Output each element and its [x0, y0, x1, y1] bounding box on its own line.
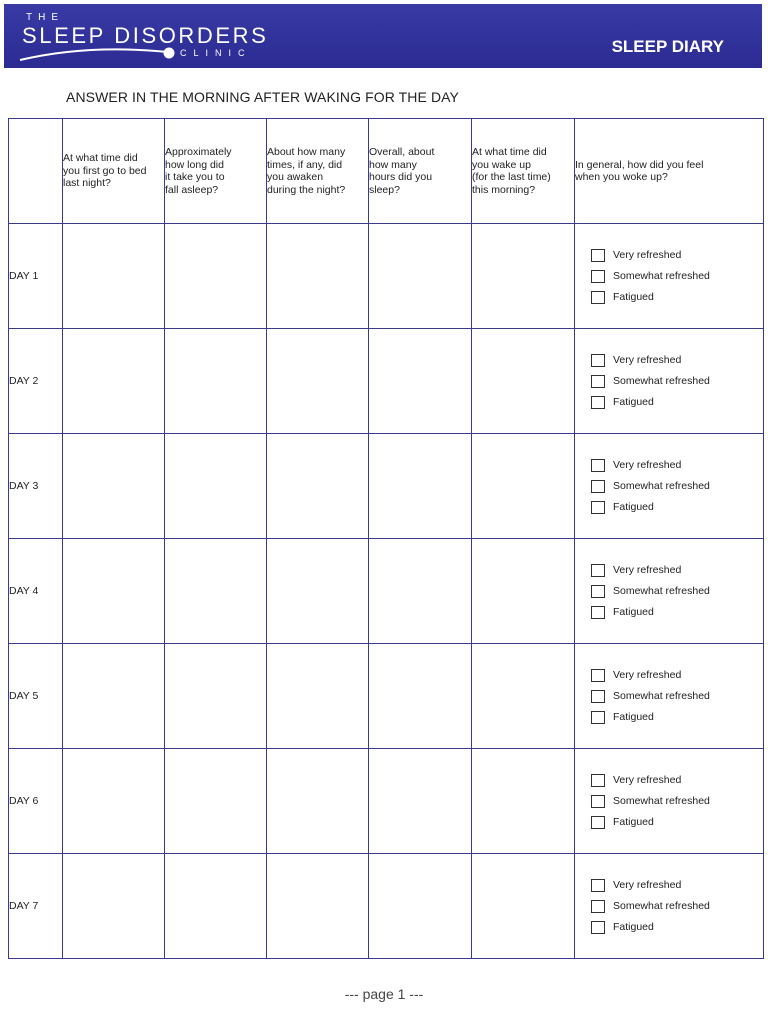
feeling-option-label: Fatigued — [613, 606, 654, 618]
feeling-option-label: Somewhat refreshed — [613, 690, 710, 702]
checkbox[interactable] — [591, 459, 605, 472]
logo-swoosh-icon — [18, 42, 188, 68]
feeling-option[interactable] — [575, 812, 763, 833]
feeling-cell — [575, 644, 764, 749]
feeling-option[interactable] — [575, 602, 763, 623]
hours-slept-cell[interactable] — [369, 644, 472, 749]
awakenings-cell[interactable] — [267, 224, 369, 329]
header-day-corner — [9, 119, 63, 224]
bedtime-cell[interactable] — [63, 539, 165, 644]
feeling-cell — [575, 329, 764, 434]
wake-time-cell[interactable] — [472, 434, 575, 539]
header-feeling — [575, 119, 764, 224]
checkbox[interactable] — [591, 270, 605, 283]
page-footer: --- page 1 --- — [344, 986, 424, 1002]
checkbox[interactable] — [591, 291, 605, 304]
checkbox[interactable] — [591, 480, 605, 493]
checkbox[interactable] — [591, 249, 605, 262]
table-row — [9, 749, 764, 854]
hours-slept-cell[interactable] — [369, 854, 472, 959]
feeling-option-label: Fatigued — [613, 501, 654, 513]
header-hours-slept — [369, 119, 472, 224]
fall-asleep-cell[interactable] — [165, 434, 267, 539]
day-label: DAY 2 — [9, 329, 63, 434]
feeling-option[interactable] — [575, 875, 763, 896]
header-fall-asleep-label: Approximately how long did it take you to fall asleep? — [165, 146, 232, 196]
feeling-cell — [575, 224, 764, 329]
header-feeling-label: In general, how did you feel when you woke up? — [575, 158, 704, 183]
feeling-option[interactable] — [575, 476, 763, 497]
hours-slept-cell[interactable] — [369, 434, 472, 539]
feeling-option[interactable] — [575, 266, 763, 287]
hours-slept-cell[interactable] — [369, 224, 472, 329]
logo-main-text: SLEEP DISORDERS — [22, 23, 269, 48]
checkbox[interactable] — [591, 711, 605, 724]
awakenings-cell[interactable] — [267, 749, 369, 854]
feeling-option[interactable] — [575, 791, 763, 812]
feeling-option-label: Very refreshed — [613, 249, 682, 261]
checkbox[interactable] — [591, 879, 605, 892]
checkbox[interactable] — [591, 396, 605, 409]
hours-slept-cell[interactable] — [369, 329, 472, 434]
feeling-cell — [575, 749, 764, 854]
day-label: DAY 4 — [9, 539, 63, 644]
feeling-option-label: Somewhat refreshed — [613, 585, 710, 597]
header-wake-time — [472, 119, 575, 224]
feeling-option[interactable] — [575, 245, 763, 266]
feeling-option[interactable] — [575, 770, 763, 791]
checkbox[interactable] — [591, 354, 605, 367]
table-row — [9, 434, 764, 539]
wake-time-cell[interactable] — [472, 329, 575, 434]
feeling-option[interactable] — [575, 665, 763, 686]
feeling-option-label: Very refreshed — [613, 669, 682, 681]
day-label: DAY 3 — [9, 434, 63, 539]
day-label: DAY 6 — [9, 749, 63, 854]
feeling-cell — [575, 854, 764, 959]
bedtime-cell[interactable] — [63, 644, 165, 749]
feeling-option-label: Fatigued — [613, 816, 654, 828]
checkbox[interactable] — [591, 585, 605, 598]
header-bedtime-label: At what time did you first go to bed last night? — [63, 152, 147, 190]
table-row — [9, 539, 764, 644]
feeling-option-label: Fatigued — [613, 711, 654, 723]
feeling-option[interactable] — [575, 371, 763, 392]
feeling-option[interactable] — [575, 455, 763, 476]
feeling-option[interactable] — [575, 350, 763, 371]
checkbox[interactable] — [591, 501, 605, 514]
feeling-option[interactable] — [575, 917, 763, 938]
sleep-diary-table — [8, 118, 764, 959]
checkbox[interactable] — [591, 900, 605, 913]
bedtime-cell[interactable] — [63, 224, 165, 329]
table-row — [9, 854, 764, 959]
feeling-cell — [575, 434, 764, 539]
feeling-option-label: Very refreshed — [613, 354, 682, 366]
feeling-option-label: Somewhat refreshed — [613, 480, 710, 492]
bedtime-cell[interactable] — [63, 329, 165, 434]
feeling-cell — [575, 539, 764, 644]
wake-time-cell[interactable] — [472, 644, 575, 749]
bedtime-cell[interactable] — [63, 854, 165, 959]
hours-slept-cell[interactable] — [369, 749, 472, 854]
header-bedtime — [63, 119, 165, 224]
checkbox[interactable] — [591, 690, 605, 703]
table-row — [9, 224, 764, 329]
checkbox[interactable] — [591, 774, 605, 787]
fall-asleep-cell[interactable] — [165, 224, 267, 329]
awakenings-cell[interactable] — [267, 329, 369, 434]
feeling-option-label: Fatigued — [613, 291, 654, 303]
fall-asleep-cell[interactable] — [165, 854, 267, 959]
wake-time-cell[interactable] — [472, 854, 575, 959]
awakenings-cell[interactable] — [267, 539, 369, 644]
header-hours-slept-label: Overall, about how many hours did you sleep? — [369, 146, 435, 196]
header-fall-asleep — [165, 119, 267, 224]
feeling-option[interactable] — [575, 686, 763, 707]
fall-asleep-cell[interactable] — [165, 539, 267, 644]
feeling-option[interactable] — [575, 707, 763, 728]
table-row — [9, 329, 764, 434]
checkbox[interactable] — [591, 795, 605, 808]
checkbox[interactable] — [591, 816, 605, 829]
awakenings-cell[interactable] — [267, 644, 369, 749]
feeling-option-label: Fatigued — [613, 921, 654, 933]
fall-asleep-cell[interactable] — [165, 749, 267, 854]
checkbox[interactable] — [591, 606, 605, 619]
header-awakenings — [267, 119, 369, 224]
feeling-option-label: Very refreshed — [613, 774, 682, 786]
day-label: DAY 1 — [9, 224, 63, 329]
wake-time-cell[interactable] — [472, 539, 575, 644]
feeling-option-label: Very refreshed — [613, 564, 682, 576]
logo-the-text: THE — [26, 12, 64, 23]
feeling-option-label: Very refreshed — [613, 459, 682, 471]
feeling-option-label: Somewhat refreshed — [613, 270, 710, 282]
feeling-option-label: Somewhat refreshed — [613, 900, 710, 912]
wake-time-cell[interactable] — [472, 749, 575, 854]
header-wake-time-label: At what time did you wake up (for the last time) this morning? — [472, 146, 551, 196]
header-banner — [4, 4, 762, 68]
checkbox[interactable] — [591, 564, 605, 577]
feeling-option[interactable] — [575, 560, 763, 581]
table-row — [9, 644, 764, 749]
feeling-option[interactable] — [575, 497, 763, 518]
fall-asleep-cell[interactable] — [165, 329, 267, 434]
bedtime-cell[interactable] — [63, 434, 165, 539]
feeling-option-label: Fatigued — [613, 396, 654, 408]
header-awakenings-label: About how many times, if any, did you awaken during the night? — [267, 146, 346, 196]
awakenings-cell[interactable] — [267, 434, 369, 539]
feeling-option[interactable] — [575, 287, 763, 308]
bedtime-cell[interactable] — [63, 749, 165, 854]
checkbox[interactable] — [591, 669, 605, 682]
hours-slept-cell[interactable] — [369, 539, 472, 644]
day-label: DAY 5 — [9, 644, 63, 749]
feeling-option-label: Somewhat refreshed — [613, 375, 710, 387]
wake-time-cell[interactable] — [472, 224, 575, 329]
feeling-option-label: Very refreshed — [613, 879, 682, 891]
checkbox[interactable] — [591, 921, 605, 934]
feeling-option[interactable] — [575, 896, 763, 917]
fall-asleep-cell[interactable] — [165, 644, 267, 749]
checkbox[interactable] — [591, 375, 605, 388]
day-label: DAY 7 — [9, 854, 63, 959]
instruction-text: ANSWER IN THE MORNING AFTER WAKING FOR THE DAY — [66, 89, 459, 105]
feeling-option[interactable] — [575, 392, 763, 413]
logo-clinic-text: CLINIC — [180, 48, 252, 58]
page-title: SLEEP DIARY — [611, 37, 724, 56]
awakenings-cell[interactable] — [267, 854, 369, 959]
feeling-option[interactable] — [575, 581, 763, 602]
feeling-option-label: Somewhat refreshed — [613, 795, 710, 807]
